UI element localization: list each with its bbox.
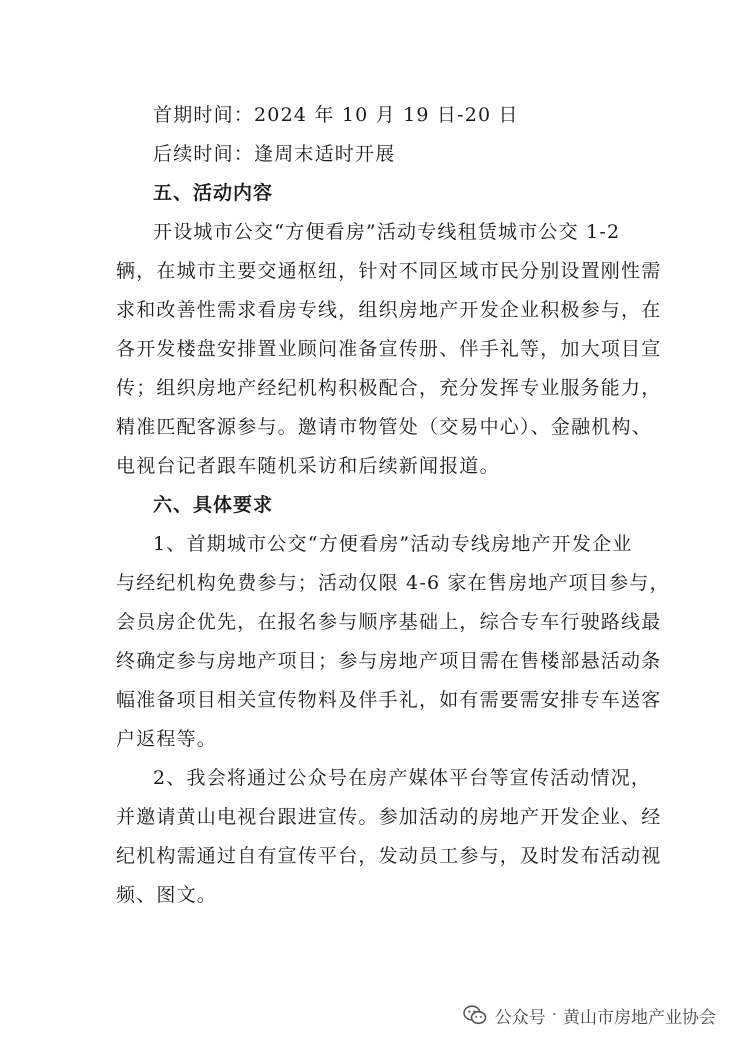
paragraph-line: 2、我会将通过公众号在房产媒体平台等宣传活动情况， [153,767,652,789]
paragraph-line: 频、图文。 [116,884,218,906]
paragraph-line: 各开发楼盘安排置业顾问准备宣传册、伴手礼等，加大项目宣 [116,338,662,360]
section-heading: 五、活动内容 [153,182,274,204]
paragraph-line: 纪机构需通过自有宣传平台，发动员工参与，及时发布活动视 [116,845,662,867]
paragraph-line: 幅准备项目相关宣传物料及伴手礼，如有需要需安排专车送客 [116,689,662,711]
watermark-separator: · [551,1005,557,1025]
paragraph-line: 户返程等。 [116,728,218,750]
paragraph-line: 与经纪机构免费参与；活动仅限 4-6 家在售房地产项目参与， [116,572,670,594]
paragraph-line: 会员房企优先，在报名参与顺序基础上，综合专车行驶路线最 [116,611,662,633]
paragraph-line: 求和改善性需求看房专线，组织房地产开发企业积极参与，在 [116,299,662,321]
paragraph-line: 精准匹配客源参与。邀请市物管处（交易中心）、金融机构、 [116,416,652,438]
paragraph-line: 首期时间：2024 年 10 月 19 日-20 日 [153,104,519,126]
paragraph-line: 终确定参与房地产项目；参与房地产项目需在售楼部悬活动条 [116,650,662,672]
paragraph-line: 并邀请黄山电视台跟进宣传。参加活动的房地产开发企业、经 [116,806,662,828]
wechat-icon [463,1004,487,1026]
paragraph-line: 开设城市公交“方便看房”活动专线租赁城市公交 1-2 [153,221,621,243]
paragraph-line: 后续时间：逢周末适时开展 [153,143,396,165]
paragraph-line: 电视台记者跟车随机采访和后续新闻报道。 [116,455,500,477]
paragraph-line: 传；组织房地产经纪机构积极配合，充分发挥专业服务能力， [116,377,662,399]
section-heading: 六、具体要求 [153,494,274,516]
paragraph-line: 辆，在城市主要交通枢纽，针对不同区域市民分别设置刚性需 [116,260,662,282]
wechat-watermark [463,1002,716,1028]
watermark-account: 黄山市房地产业协会 [563,1007,716,1028]
paragraph-line: 1、首期城市公交“方便看房”活动专线房地产开发企业 [153,533,633,555]
watermark-platform: 公众号 [494,1007,546,1028]
